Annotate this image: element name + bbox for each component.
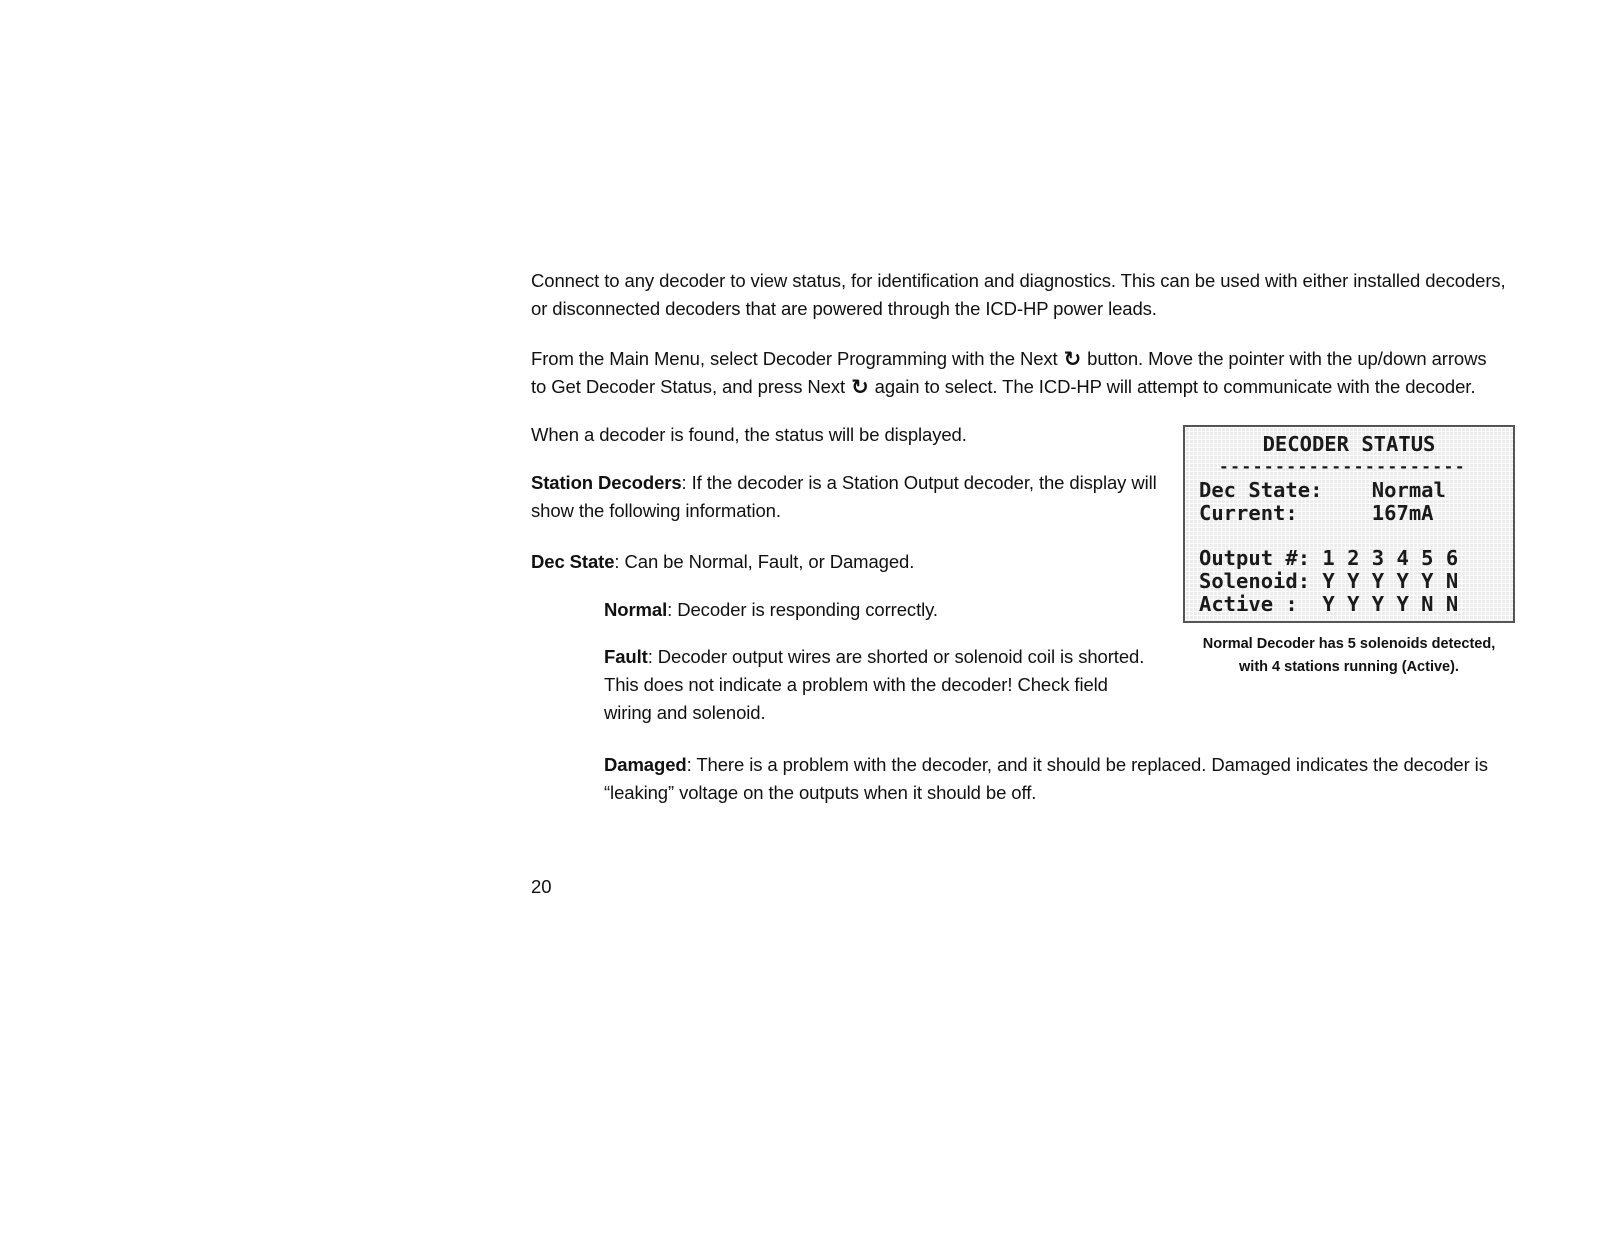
normal-paragraph	[604, 596, 1164, 624]
caption-line-1: Normal Decoder has 5 solenoids detected,	[1202, 636, 1496, 652]
dec-state-paragraph	[531, 548, 1141, 576]
caption-line-2: with 4 stations running (Active).	[1239, 659, 1459, 675]
fault-line-1: : Decoder output wires are shorted or solenoid coil is shorted.	[647, 646, 1145, 667]
main-menu-paragraph	[531, 345, 1541, 401]
lcd-active-line: Active : Y Y Y Y N N	[1199, 592, 1459, 616]
decoder-status-lcd-display	[1183, 425, 1515, 623]
dec-state-text: : Can be Normal, Fault, or Damaged.	[614, 551, 915, 572]
damaged-paragraph	[604, 751, 1534, 807]
fault-term: Fault	[604, 646, 648, 667]
lcd-current-line: Current: 167mA	[1199, 501, 1434, 525]
normal-text: : Decoder is responding correctly.	[667, 599, 938, 620]
lcd-solenoid-line: Solenoid: Y Y Y Y Y N	[1199, 569, 1459, 593]
normal-term: Normal	[604, 599, 668, 620]
damaged-line-2: “leaking” voltage on the outputs when it should be off.	[604, 782, 1037, 803]
intro-line-1: Connect to any decoder to view status, for identification and diagnostics. This can be used with either installed decoders,	[531, 270, 1506, 291]
lcd-caption	[1183, 633, 1515, 679]
station-decoders-term: Station Decoders	[531, 472, 682, 493]
menu-text-1: From the Main Menu, select Decoder Programming with the Next	[531, 348, 1063, 369]
menu-text-4: again to select. The ICD-HP will attempt to communicate with the decoder.	[869, 376, 1476, 397]
intro-paragraph	[531, 267, 1541, 323]
station-text-1: : If the decoder is a Station Output decoder, the display will	[681, 472, 1157, 493]
station-decoders-paragraph	[531, 469, 1171, 525]
next-rotate-icon: ↻	[1063, 347, 1082, 371]
next-rotate-icon: ↻	[851, 375, 869, 399]
lcd-output-line: Output #: 1 2 3 4 5 6	[1199, 546, 1459, 570]
dec-state-term: Dec State	[531, 551, 615, 572]
station-text-2: show the following information.	[531, 500, 781, 521]
damaged-line-1: : There is a problem with the decoder, and it should be replaced. Damaged indicates the decoder is	[686, 754, 1488, 775]
intro-line-2: or disconnected decoders that are powered through the ICD-HP power leads.	[531, 298, 1157, 319]
menu-text-2: button. Move the pointer with the up/down arrows	[1082, 348, 1487, 369]
damaged-term: Damaged	[604, 754, 687, 775]
menu-text-3: to Get Decoder Status, and press Next	[531, 376, 851, 397]
lcd-title: DECODER STATUS	[1262, 432, 1436, 456]
fault-paragraph	[604, 643, 1174, 727]
fault-line-3: wiring and solenoid.	[604, 702, 766, 723]
page-number: 20	[531, 876, 552, 897]
decoder-found-paragraph: When a decoder is found, the status will be displayed.	[531, 424, 967, 445]
lcd-divider: ----------------------	[1219, 457, 1467, 476]
fault-line-2: This does not indicate a problem with the decoder! Check field	[604, 674, 1108, 695]
lcd-dec-state-line: Dec State: Normal	[1199, 478, 1446, 502]
